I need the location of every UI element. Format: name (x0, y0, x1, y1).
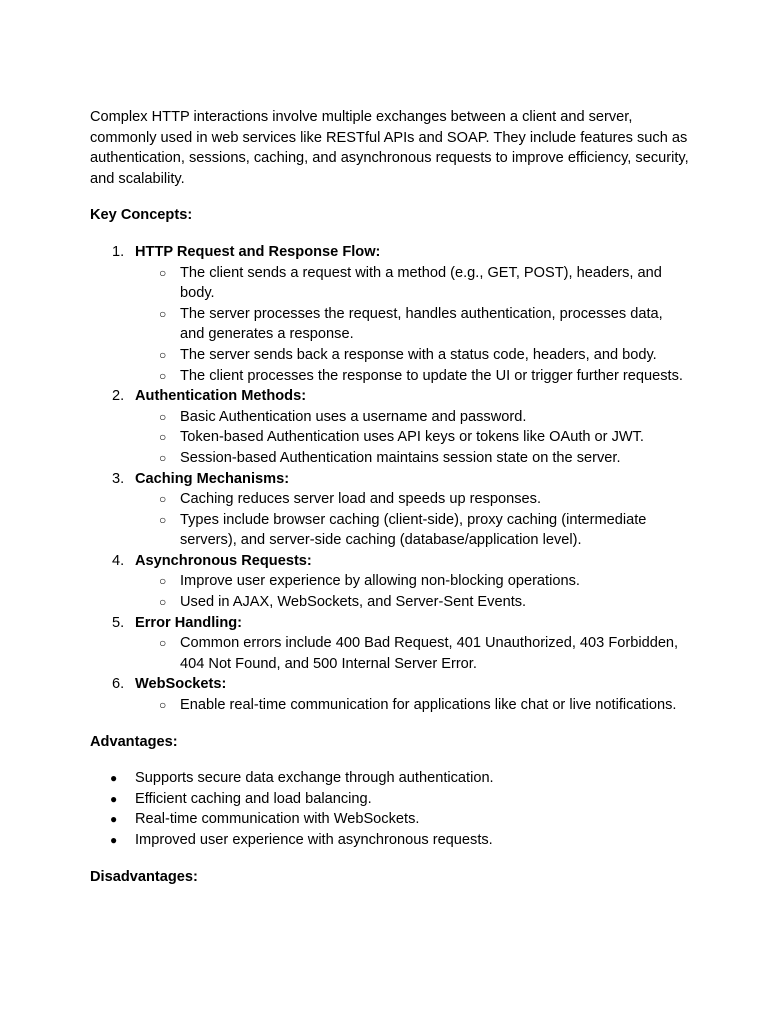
sub-list-item (135, 633, 690, 674)
bullet-icon: ● (110, 833, 118, 847)
sub-item-text: Improve user experience by allowing non-blocking operations. (180, 573, 580, 590)
concept-sublist (135, 633, 690, 674)
intro-paragraph: Complex HTTP interactions involve multiple exchanges between a client and server, commonly used in web services like RESTful APIs and SOAP. They include features such as authentication, sessions, caching, and asynchronous requests to improve efficiency, security, and scalability. (90, 109, 689, 187)
advantage-item (90, 768, 690, 789)
circle-bullet-icon: ○ (159, 698, 167, 713)
concept-item (90, 613, 690, 675)
advantage-text: Efficient caching and load balancing. (135, 790, 372, 807)
advantages-list (90, 768, 690, 850)
circle-bullet-icon: ○ (159, 595, 167, 610)
circle-bullet-icon: ○ (159, 347, 167, 362)
sub-list-item (135, 407, 690, 428)
concept-number: 6. (112, 676, 125, 693)
concept-title: Caching Mechanisms: (135, 470, 290, 487)
sub-list-item (135, 366, 690, 387)
advantage-text: Real-time communication with WebSockets. (135, 811, 420, 828)
concept-number: 2. (112, 388, 125, 405)
circle-bullet-icon: ○ (159, 574, 167, 589)
circle-bullet-icon: ○ (159, 450, 167, 465)
concept-number: 4. (112, 552, 125, 569)
sub-list-item (135, 448, 690, 469)
circle-bullet-icon: ○ (159, 368, 167, 383)
circle-bullet-icon: ○ (159, 306, 167, 321)
key-concepts-heading: Key Concepts: (90, 207, 193, 224)
sub-list-item (135, 695, 690, 716)
advantage-item (90, 809, 690, 830)
sub-list-item (135, 427, 690, 448)
sub-list-item (135, 263, 690, 304)
sub-list-item (135, 510, 690, 551)
bullet-icon: ● (110, 812, 118, 827)
concept-title: WebSockets: (135, 676, 227, 693)
concept-sublist (135, 571, 690, 612)
concept-number: 1. (112, 243, 125, 260)
sub-item-text: The server sends back a response with a status code, headers, and body. (180, 346, 657, 363)
concept-title: Error Handling: (135, 614, 243, 631)
sub-item-text: Session-based Authentication maintains session state on the server. (180, 449, 621, 466)
sub-item-text: Used in AJAX, WebSockets, and Server-Sent Events. (180, 594, 527, 611)
concept-sublist (135, 263, 690, 387)
advantages-heading: Advantages: (90, 733, 178, 750)
concept-number: 3. (112, 470, 125, 487)
sub-item-text: The server processes the request, handles authentication, processes data, and generates a response. (180, 305, 663, 343)
concept-title: HTTP Request and Response Flow: (135, 243, 381, 260)
advantage-text: Supports secure data exchange through authentication. (135, 770, 494, 787)
concept-item (90, 386, 690, 468)
concept-sublist (135, 489, 690, 551)
sub-item-text: Types include browser caching (client-side), proxy caching (intermediate servers), and server-side caching (database/application level). (180, 511, 647, 549)
concept-title: Authentication Methods: (135, 388, 307, 405)
concept-item (90, 242, 690, 386)
concept-sublist (135, 695, 690, 716)
circle-bullet-icon: ○ (159, 265, 167, 280)
sub-list-item (135, 489, 690, 510)
concept-title: Asynchronous Requests: (135, 552, 312, 569)
concept-sublist (135, 407, 690, 469)
sub-list-item (135, 304, 690, 345)
concept-item (90, 469, 690, 551)
document-page (90, 107, 690, 887)
circle-bullet-icon: ○ (159, 492, 167, 507)
circle-bullet-icon: ○ (159, 636, 167, 651)
sub-item-text: Enable real-time communication for applications like chat or live notifications. (180, 697, 677, 714)
sub-item-text: Basic Authentication uses a username and password. (180, 408, 527, 425)
concept-number: 5. (112, 614, 125, 631)
bullet-icon: ● (110, 771, 118, 786)
sub-item-text: Caching reduces server load and speeds up responses. (180, 491, 542, 508)
bullet-icon: ● (110, 791, 118, 806)
sub-item-text: Common errors include 400 Bad Request, 401 Unauthorized, 403 Forbidden, 404 Not Found, and 500 Internal Server Error. (180, 635, 679, 672)
sub-list-item (135, 345, 690, 366)
sub-item-text: The client processes the response to update the UI or trigger further requests. (180, 367, 683, 384)
circle-bullet-icon: ○ (159, 512, 167, 527)
sub-item-text: Token-based Authentication uses API keys or tokens like OAuth or JWT. (180, 429, 644, 446)
concept-item (90, 551, 690, 613)
circle-bullet-icon: ○ (159, 430, 167, 445)
advantage-item (90, 830, 690, 851)
circle-bullet-icon: ○ (159, 409, 167, 424)
concept-item (90, 674, 690, 715)
sub-list-item (135, 571, 690, 592)
disadvantages-heading: Disadvantages: (90, 868, 198, 885)
advantage-item (90, 789, 690, 810)
sub-list-item (135, 592, 690, 613)
sub-item-text: The client sends a request with a method (e.g., GET, POST), headers, and body. (180, 264, 662, 302)
advantage-text: Improved user experience with asynchronous requests. (135, 832, 493, 848)
concepts-list (90, 242, 690, 716)
